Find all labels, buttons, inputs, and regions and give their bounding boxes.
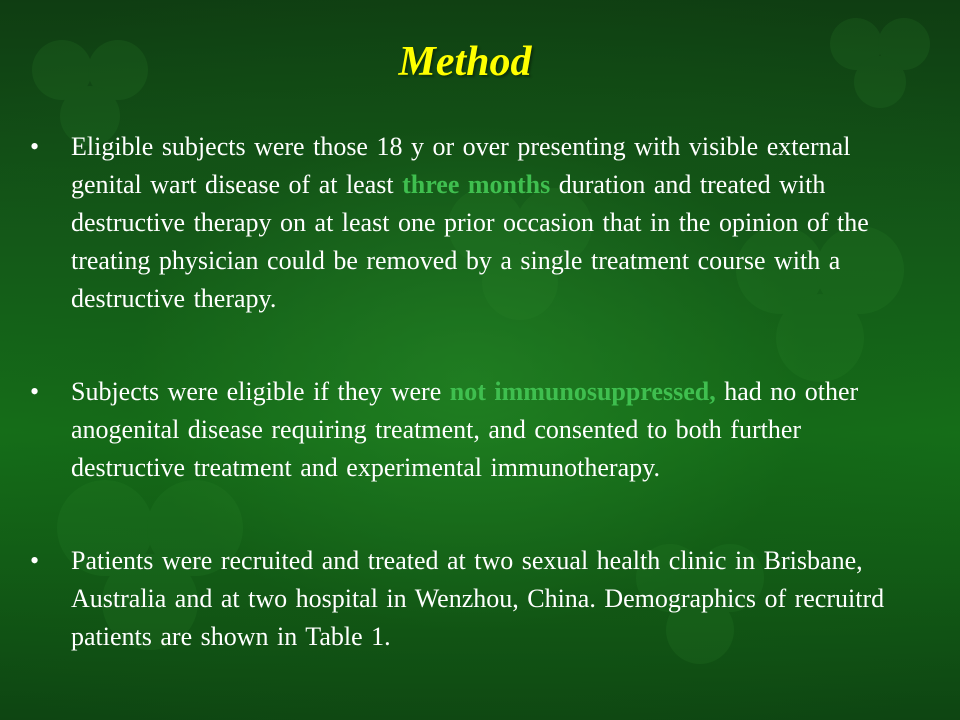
slide-title: Method bbox=[398, 39, 532, 85]
bullet-text: duration and treated with destructive therapy on at least one prior occasion that in the opinion of the treating physician could be removed by a single treatment course with a destructive therapy. bbox=[71, 170, 869, 313]
bullet-item-recruitment bbox=[30, 542, 920, 656]
bullet-list bbox=[30, 128, 920, 656]
highlight-text: not immunosuppressed, bbox=[449, 377, 716, 406]
bullet-item-immunosuppression bbox=[30, 373, 920, 487]
highlight-text: three months bbox=[402, 170, 551, 199]
bullet-text: Eligible subjects were those 18 y or over presenting with visible external genital wart disease of at least bbox=[71, 132, 851, 199]
bullet-text: Subjects were eligible if they were bbox=[71, 377, 450, 406]
bullet-marker: • bbox=[30, 132, 40, 161]
bullet-text: Patients were recruited and treated at two sexual health clinic in Brisbane, Australia and at two hospital in Wenzhou, China. Demographics of recruitrd patients are shown in Table 1. bbox=[71, 546, 885, 651]
bullet-marker: • bbox=[30, 377, 40, 406]
bullet-marker: • bbox=[30, 546, 40, 575]
bullet-text: had no other anogenital disease requiring treatment, and consented to both further destructive treatment and experimental immunotherapy. bbox=[71, 377, 859, 482]
bullet-item-eligibility bbox=[30, 128, 920, 318]
